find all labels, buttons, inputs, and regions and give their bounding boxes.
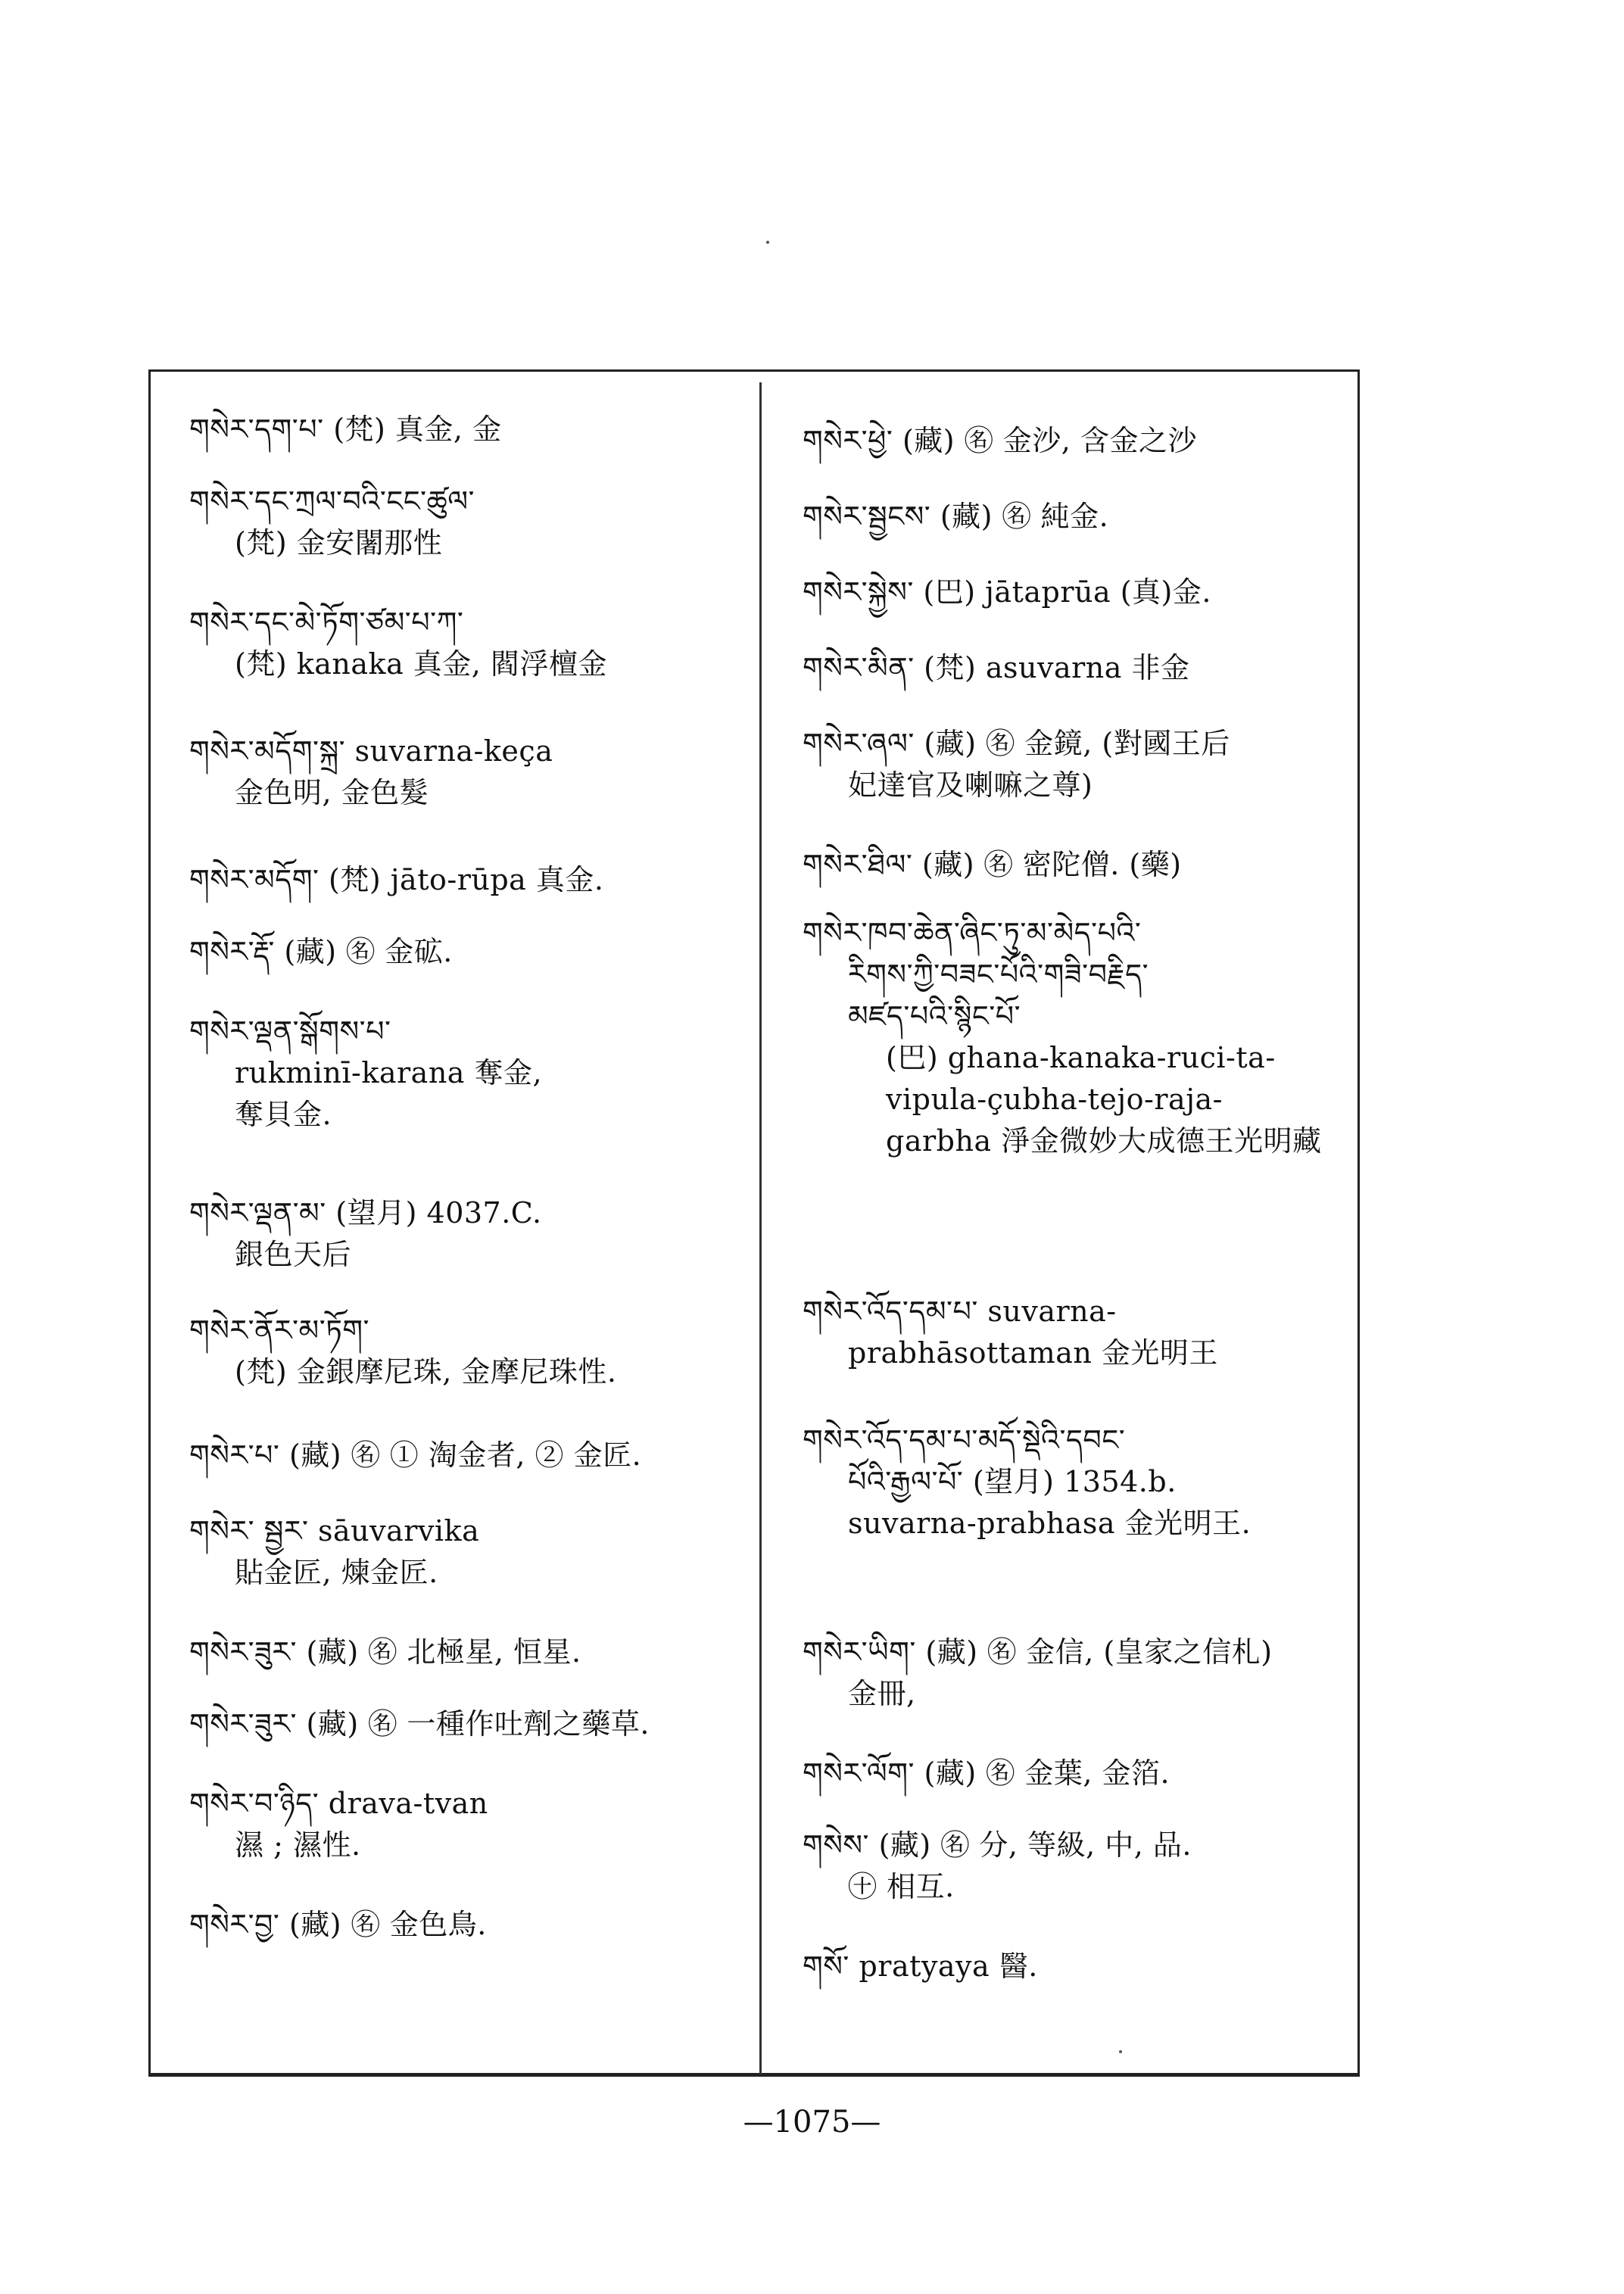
entry-definition-line: 貼金匠, 煉金匠. xyxy=(235,1556,438,1590)
entry-definition-line: garbha 淨金微妙大成德王光明藏 xyxy=(886,1124,1322,1158)
dictionary-entry xyxy=(189,731,750,814)
entry-headword-line: གསེར་ནོར་མ་ཏོག་ xyxy=(189,1314,370,1347)
entry-headword-line: གསེར་བ་ཉིད་ drava-tvan xyxy=(189,1787,488,1820)
entry-definition-line: suvarna-prabhasa 金光明王. xyxy=(848,1507,1252,1541)
entry-definition-line: རིགས་ཀྱི་བཟང་པོའི་གཟི་བརྗིད་ xyxy=(848,958,1149,992)
dictionary-entry xyxy=(803,420,1355,462)
entry-definition-line: prabhāsottaman 金光明王 xyxy=(848,1336,1218,1370)
dictionary-entry xyxy=(189,1192,750,1276)
entry-headword-line: གསེར་ཟུར་ (藏) ㊔ 一種作吐劑之藥草. xyxy=(189,1707,650,1741)
dictionary-entry xyxy=(189,1632,750,1673)
entry-definition-line: མཛད་པའི་སྙིང་པོ་ xyxy=(848,999,1021,1033)
dictionary-entry xyxy=(803,647,1355,689)
dictionary-entry xyxy=(189,1310,750,1393)
frame-right-edge xyxy=(1357,386,1360,2077)
entry-headword-line: གསེར་མིན་ (梵) asuvarna 非金 xyxy=(803,651,1190,684)
entry-definition-line: (梵) 金安闍那性 xyxy=(235,526,443,560)
entry-headword-line: གསེར་འོད་དམ་པ་ suvarna- xyxy=(803,1295,1117,1328)
entry-headword-line: གསེར་ལོག་ (藏) ㊔ 金葉, 金箔. xyxy=(803,1756,1170,1790)
entry-definition-line: 銀色天后 xyxy=(235,1238,352,1272)
entry-headword-line: གསེར་སྦྱངས་ (藏) ㊔ 純金. xyxy=(803,500,1109,533)
dictionary-entry xyxy=(189,931,750,973)
entry-headword-line: གསེར་ཟུར་ (藏) ㊔ 北極星, 恒星. xyxy=(189,1635,581,1669)
entry-headword-line: གསོ་ pratyaya 醫. xyxy=(803,1950,1038,1983)
dictionary-entry xyxy=(189,1783,750,1866)
dictionary-entry xyxy=(803,1420,1355,1544)
entry-headword-line: གསེར་པ་ (藏) ㊔ ① 淘金者, ② 金匠. xyxy=(189,1438,642,1472)
dictionary-entry xyxy=(189,859,750,901)
dictionary-entry xyxy=(803,1825,1355,1908)
entry-definition-line: rukminī-karana 奪金, xyxy=(235,1056,543,1090)
entry-headword-line: གསེར་འོད་དམ་པ་མདོ་སྡེའི་དབང་ xyxy=(803,1423,1126,1457)
entry-headword-line: གསེར་མདོག་སྐྲ་ suvarna-keça xyxy=(189,734,553,768)
entry-headword-line: གསེར་དག་པ་ (梵) 真金, 金 xyxy=(189,413,502,446)
entry-headword-line: གསེར་ཕྱེ་ (藏) ㊔ 金沙, 含金之沙 xyxy=(803,424,1197,457)
entry-definition-line: (梵) 金銀摩尼珠, 金摩尼珠性. xyxy=(235,1355,617,1389)
dictionary-entry xyxy=(803,572,1355,613)
entry-definition-line: 濕 ; 濕性. xyxy=(235,1828,361,1862)
entry-headword-line: གསེར་བྱ་ (藏) ㊔ 金色鳥. xyxy=(189,1908,487,1941)
dictionary-entry xyxy=(189,1703,750,1745)
entry-headword-line: གསེར་ཐིལ་ (藏) ㊔ 密陀僧. (藥) xyxy=(803,848,1182,881)
entry-headword-line: གསེར་ཁབ་ཆེན་ཞིང་ཏུ་མ་མེད་པའི་ xyxy=(803,916,1142,949)
entry-definition-line: 金冊, xyxy=(848,1677,916,1711)
entry-definition-line: པོའི་རྒྱལ་པོ་ (望月) 1354.b. xyxy=(848,1465,1177,1499)
dictionary-entry xyxy=(189,409,750,450)
dictionary-entry xyxy=(189,481,750,564)
entry-headword-line: གསེར་མདོག་ (梵) jāto-rūpa 真金. xyxy=(189,863,604,896)
dictionary-entry xyxy=(803,1632,1355,1715)
entry-headword-line: གསེར་སྐྱེས་ (巴) jātaprūa (真)金. xyxy=(803,575,1211,609)
dictionary-entry xyxy=(189,1904,750,1946)
entry-headword-line: གསེར་དང་ཀྲལ་བའི་ངང་ཚུལ་ xyxy=(189,485,475,518)
scan-speck xyxy=(1119,2050,1122,2053)
dictionary-entry xyxy=(803,1291,1355,1374)
entry-definition-line: 金色明, 金色髮 xyxy=(235,776,429,810)
entry-definition-line: vipula-çubha-tejo-raja- xyxy=(886,1083,1223,1117)
scan-speck xyxy=(766,241,769,244)
dictionary-entry xyxy=(803,844,1355,886)
entry-headword-line: གསེར་རྡོ་ (藏) ㊔ 金砿. xyxy=(189,935,453,968)
entry-headword-line: གསེས་ (藏) ㊔ 分, 等級, 中, 品. xyxy=(803,1828,1192,1862)
dictionary-entry xyxy=(803,723,1355,806)
dictionary-entry xyxy=(189,1011,750,1136)
dictionary-entry xyxy=(189,1435,750,1476)
entry-headword-line: གསེར་ཞལ་ (藏) ㊔ 金鏡, (對國王后 xyxy=(803,727,1230,760)
entry-definition-line: (梵) kanaka 真金, 閻浮檀金 xyxy=(235,647,607,681)
entry-headword-line: གསེར་ཡིག་ (藏) ㊔ 金信, (皇家之信札) xyxy=(803,1635,1273,1669)
dictionary-entry xyxy=(803,496,1355,538)
dictionary-entry xyxy=(803,1946,1355,1987)
dictionary-entry xyxy=(189,1510,750,1594)
dictionary-entry xyxy=(803,1753,1355,1794)
dictionary-entry xyxy=(189,602,750,685)
bottom-rule xyxy=(148,2073,1360,2077)
entry-headword-line: གསེར་དང་མེ་ཏོག་ཙམ་པ་ཀ་ xyxy=(189,606,464,639)
entry-definition-line: 妃達官及喇嘛之尊) xyxy=(848,768,1093,803)
entry-definition-line: 奪貝金. xyxy=(235,1098,332,1132)
entry-headword-line: གསེར་ལྡན་མ་ (望月) 4037.C. xyxy=(189,1196,542,1230)
entry-definition-line: ㊉ 相互. xyxy=(848,1870,955,1904)
page-number: —1075— xyxy=(743,2105,881,2140)
entry-headword-line: གསེར་ སྦྱར་ sāuvarvika xyxy=(189,1514,480,1548)
column-divider xyxy=(759,382,762,2074)
entry-headword-line: གསེར་ལྡན་སྒོགས་པ་ xyxy=(189,1015,391,1048)
entry-definition-line: (巴) ghana-kanaka-ruci-ta- xyxy=(886,1041,1276,1075)
dictionary-entry xyxy=(803,912,1355,1163)
